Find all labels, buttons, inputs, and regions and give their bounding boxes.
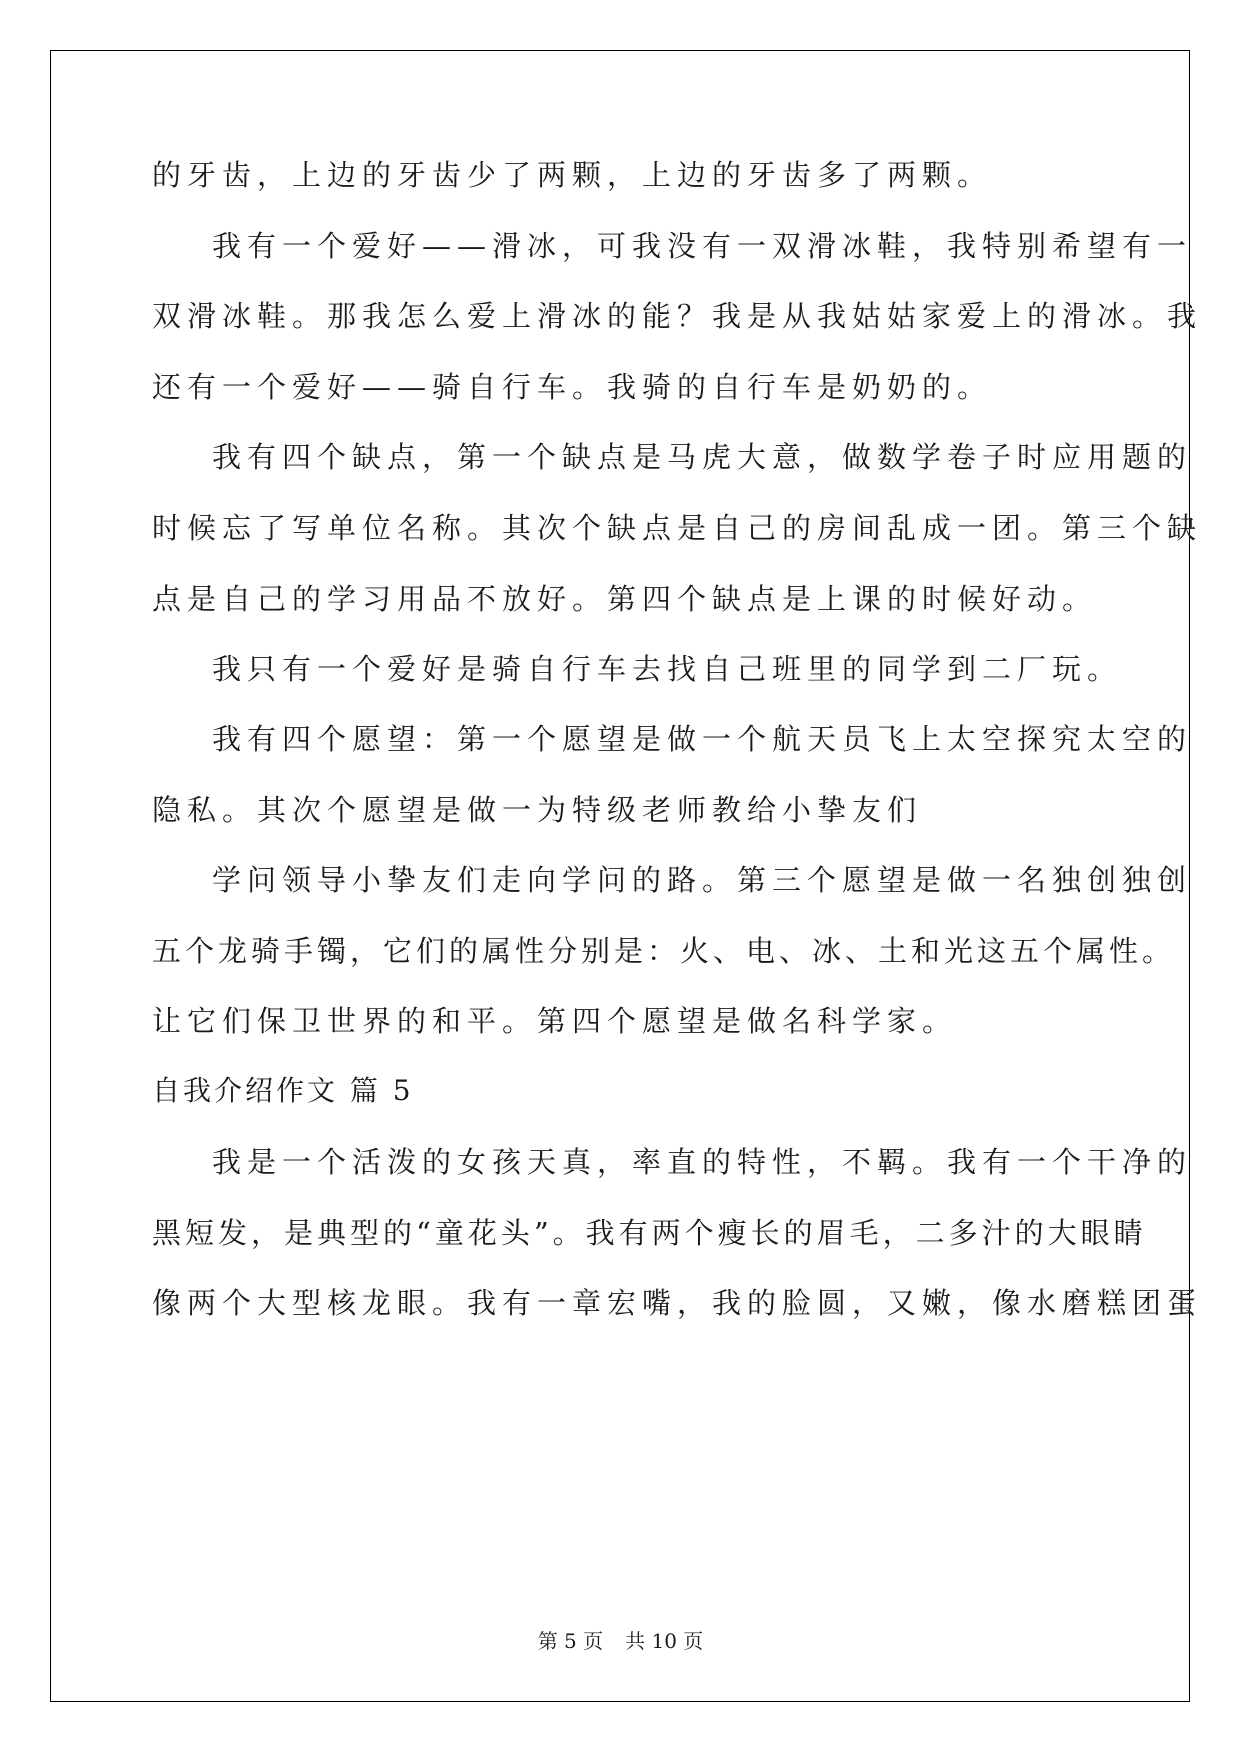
text-line: 点是自己的学习用品不放好。第四个缺点是上课的时候好动。 <box>152 582 1098 616</box>
text-line: 我是一个活泼的女孩天真，率直的特性，不羁。我有一个干净的 <box>212 1145 1193 1179</box>
text-line: 隐私。其次个愿望是做一为特级老师教给小挚友们 <box>152 793 923 827</box>
text-line: 时候忘了写单位名称。其次个缺点是自己的房间乱成一团。第三个缺 <box>152 511 1203 545</box>
text-line: 我只有一个爱好是骑自行车去找自己班里的同学到二厂玩。 <box>212 652 1123 686</box>
page-total: 共 10 页 <box>625 1629 704 1653</box>
text-line: 让它们保卫世界的和平。第四个愿望是做名科学家。 <box>152 1004 958 1038</box>
text-line: 像两个大型核龙眼。我有一章宏嘴，我的脸圆，又嫩，像水磨糕团蛋 <box>152 1286 1203 1320</box>
text-line: 我有四个缺点，第一个缺点是马虎大意，做数学卷子时应用题的 <box>212 440 1193 474</box>
page-number: 第 5 页 <box>537 1629 604 1653</box>
text-line: 还有一个爱好——骑自行车。我骑的自行车是奶奶的。 <box>152 370 993 404</box>
text-line: 五个龙骑手镯，它们的属性分别是：火、电、冰、土和光这五个属性。 <box>152 934 1176 968</box>
page-footer <box>0 1628 1241 1654</box>
text-line: 黑短发，是典型的“童花头”。我有两个瘦长的眉毛，二多汁的大眼睛 <box>152 1216 1147 1250</box>
text-line: 我有四个愿望：第一个愿望是做一个航天员飞上太空探究太空的 <box>212 722 1193 756</box>
section-heading: 自我介绍作文 篇 5 <box>152 1074 414 1107</box>
text-line: 双滑冰鞋。那我怎么爱上滑冰的能？我是从我姑姑家爱上的滑冰。我 <box>152 299 1203 333</box>
text-line: 学问领导小挚友们走向学问的路。第三个愿望是做一名独创独创 <box>212 863 1193 897</box>
text-line: 我有一个爱好——滑冰，可我没有一双滑冰鞋，我特别希望有一 <box>212 229 1193 263</box>
text-line: 的牙齿，上边的牙齿少了两颗，上边的牙齿多了两颗。 <box>152 158 993 192</box>
